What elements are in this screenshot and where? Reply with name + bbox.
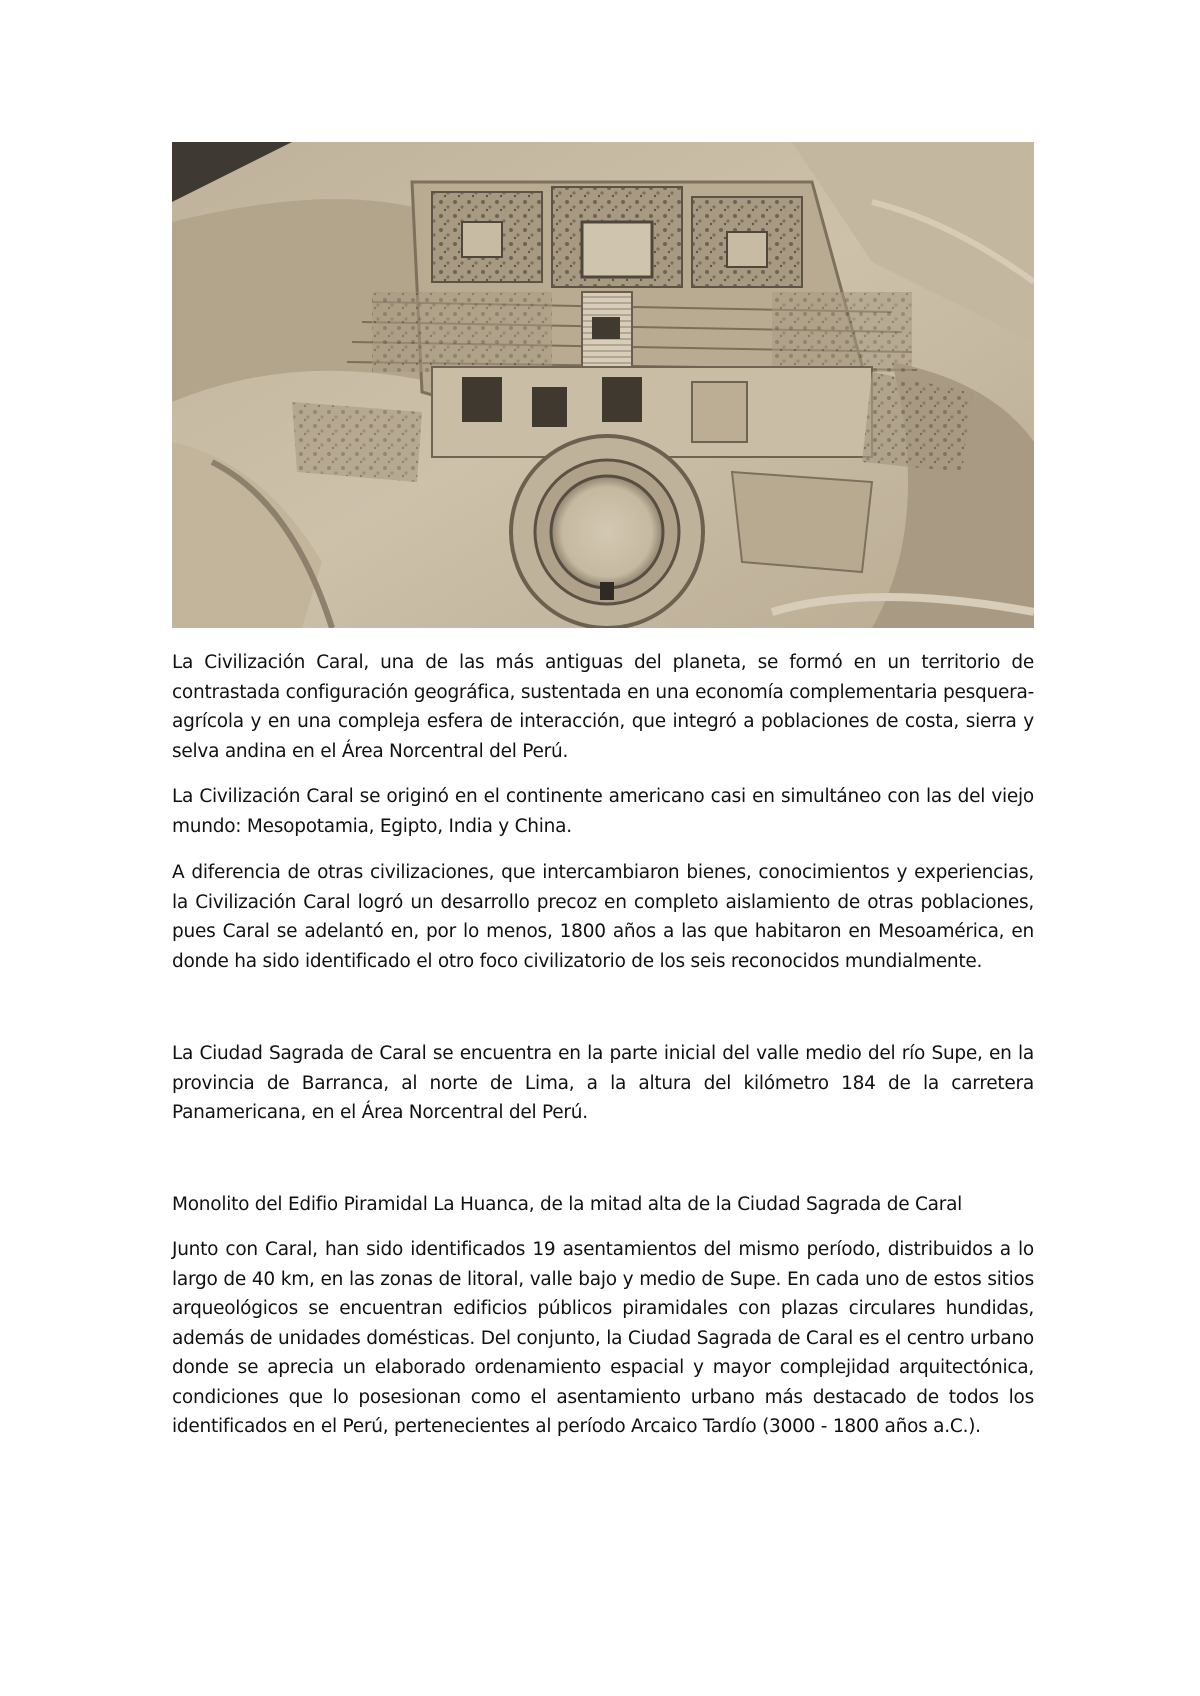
paragraph-text: A diferencia de otras civilizaciones, que intercambiaron bienes, conocimientos y experiencias, la Civilización Caral logró un desarrollo precoz en completo aislamiento de otras poblaciones, pues Caral se adelantó en, por lo menos, 1800 años a las que habitaron en Mesoamérica, en donde ha sido identificado el otro foco civilizatorio de los seis reconocidos mundialmente. [172, 862, 1034, 972]
paragraph-2 [172, 782, 1034, 841]
caral-aerial-illustration [172, 142, 1034, 628]
photo-caption [172, 1190, 1034, 1220]
paragraph-1 [172, 648, 1034, 766]
paragraph-text: Junto con Caral, han sido identificados 19 asentamientos del mismo período, distribuidos a lo largo de 40 km, en las zonas de litoral, valle bajo y medio de Supe. En cada uno de estos sitios arqueológicos se encuentran edificios públicos piramidales con plazas circulares hundidas, además de unidades domésticas. Del conjunto, la Ciudad Sagrada de Caral es el centro urbano donde se aprecia un elaborado ordenamiento espacial y mayor complejidad arquitectónica, condiciones que lo posesionan como el asentamiento urbano más destacado de todos los identificados en el Perú, pertenecientes al período Arcaico Tardío (3000 - 1800 años a.C.). [172, 1239, 1034, 1437]
paragraph-text: La Civilización Caral, una de las más antiguas del planeta, se formó en un territorio de contrastada configuración geográfica, sustentada en una economía complementaria pesquera-agrícola y en una compleja esfera de interacción, que integró a poblaciones de costa, sierra y selva andina en el Área Norcentral del Perú. [172, 652, 1034, 762]
paragraph-4 [172, 1039, 1034, 1128]
paragraph-text: La Civilización Caral se originó en el continente americano casi en simultáneo con las del viejo mundo: Mesopotamia, Egipto, India y China. [172, 786, 1034, 837]
paragraph-3 [172, 858, 1034, 976]
caption-text: Monolito del Edifio Piramidal La Huanca, de la mitad alta de la Ciudad Sagrada de Caral [172, 1194, 963, 1215]
caral-aerial-photo [172, 142, 1034, 628]
paragraph-text: La Ciudad Sagrada de Caral se encuentra en la parte inicial del valle medio del río Supe, en la provincia de Barranca, al norte de Lima, a la altura del kilómetro 184 de la carretera Panamericana, en el Área Norcentral del Perú. [172, 1043, 1034, 1123]
paragraph-6 [172, 1235, 1034, 1442]
